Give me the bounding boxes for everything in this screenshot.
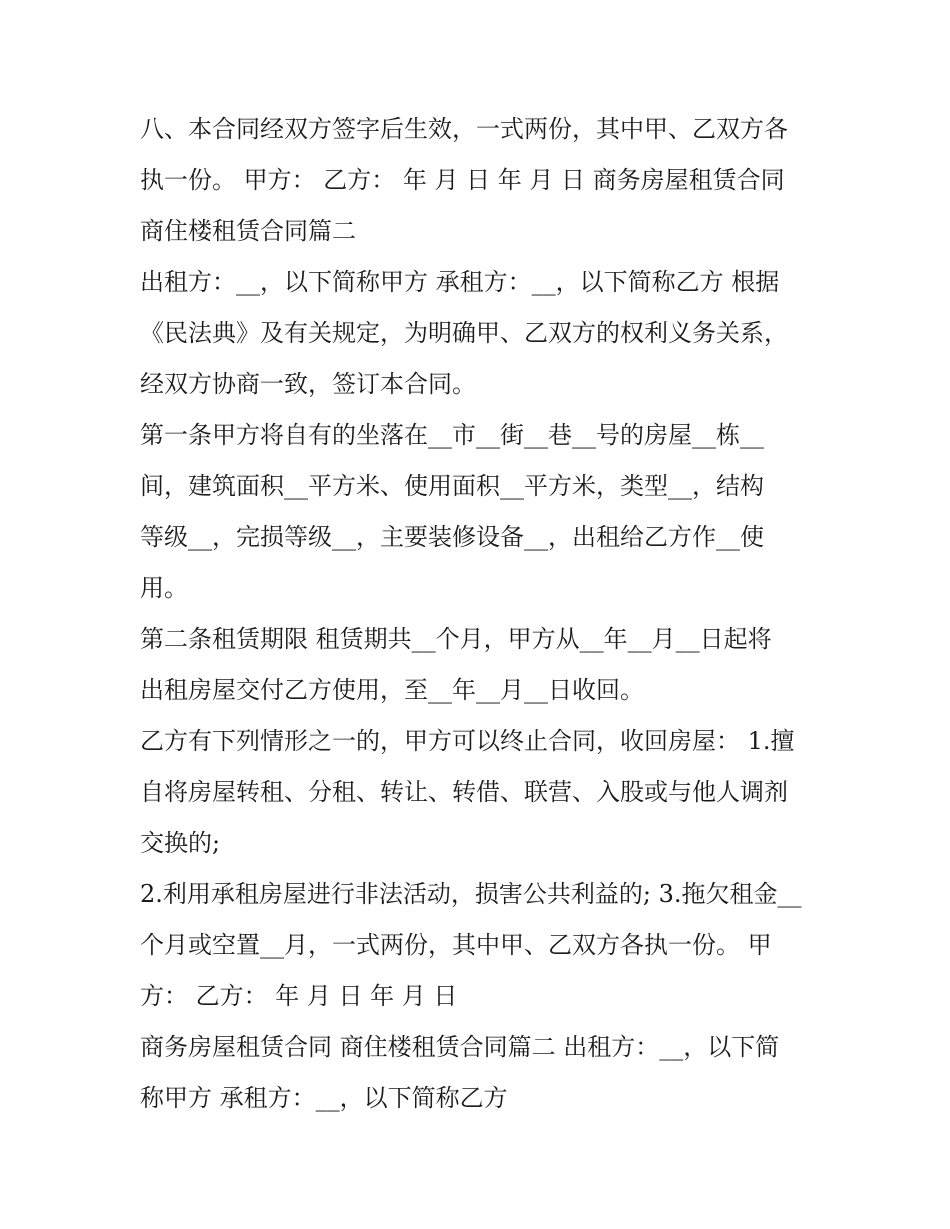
text-line-3: 商住楼租赁合同篇二 <box>140 217 356 245</box>
text-line-11: 第二条租赁期限 租赁期共__个月，甲方从__年__月__日起将 <box>140 625 772 653</box>
text-line-1: 八、本合同经双方签字后生效，一式两份，其中甲、乙双方各 <box>140 115 788 143</box>
text-line-2: 执一份。 甲方： 乙方： 年 月 日 年 月 日 商务房屋租赁合同 <box>140 166 785 194</box>
text-line-13: 乙方有下列情形之一的，甲方可以终止合同，收回房屋： 1.擅 <box>140 727 795 755</box>
text-line-9: 等级__，完损等级__，主要装修设备__，出租给乙方作__使 <box>140 523 764 551</box>
text-line-18: 方： 乙方： 年 月 日 年 月 日 <box>140 982 458 1010</box>
text-line-19: 商务房屋租赁合同 商住楼租赁合同篇二 出租方：__，以下简 <box>140 1033 780 1061</box>
text-line-5: 《民法典》及有关规定，为明确甲、乙双方的权利义务关系， <box>140 319 788 347</box>
text-line-8: 间，建筑面积__平方米、使用面积__平方米，类型__，结构 <box>140 472 764 500</box>
text-line-12: 出租房屋交付乙方使用，至__年__月__日收回。 <box>140 676 644 704</box>
text-line-15: 交换的; <box>140 829 221 857</box>
text-line-14: 自将房屋转租、分租、转让、转借、联营、入股或与他人调剂 <box>140 778 788 806</box>
text-line-10: 用。 <box>140 574 188 602</box>
text-line-20: 称甲方 承租方：__，以下简称乙方 <box>140 1084 508 1112</box>
text-line-6: 经双方协商一致，签订本合同。 <box>140 370 476 398</box>
document-body <box>140 104 820 1124</box>
text-line-17: 个月或空置__月，一式两份，其中甲、乙双方各执一份。 甲 <box>140 931 772 959</box>
text-line-4: 出租方：__，以下简称甲方 承租方：__，以下简称乙方 根据 <box>140 268 780 296</box>
text-line-16: 2.利用承租房屋进行非法活动，损害公共利益的; 3.拖欠租金__ <box>140 880 802 908</box>
text-line-7: 第一条甲方将自有的坐落在__市__街__巷__号的房屋__栋__ <box>140 421 764 449</box>
